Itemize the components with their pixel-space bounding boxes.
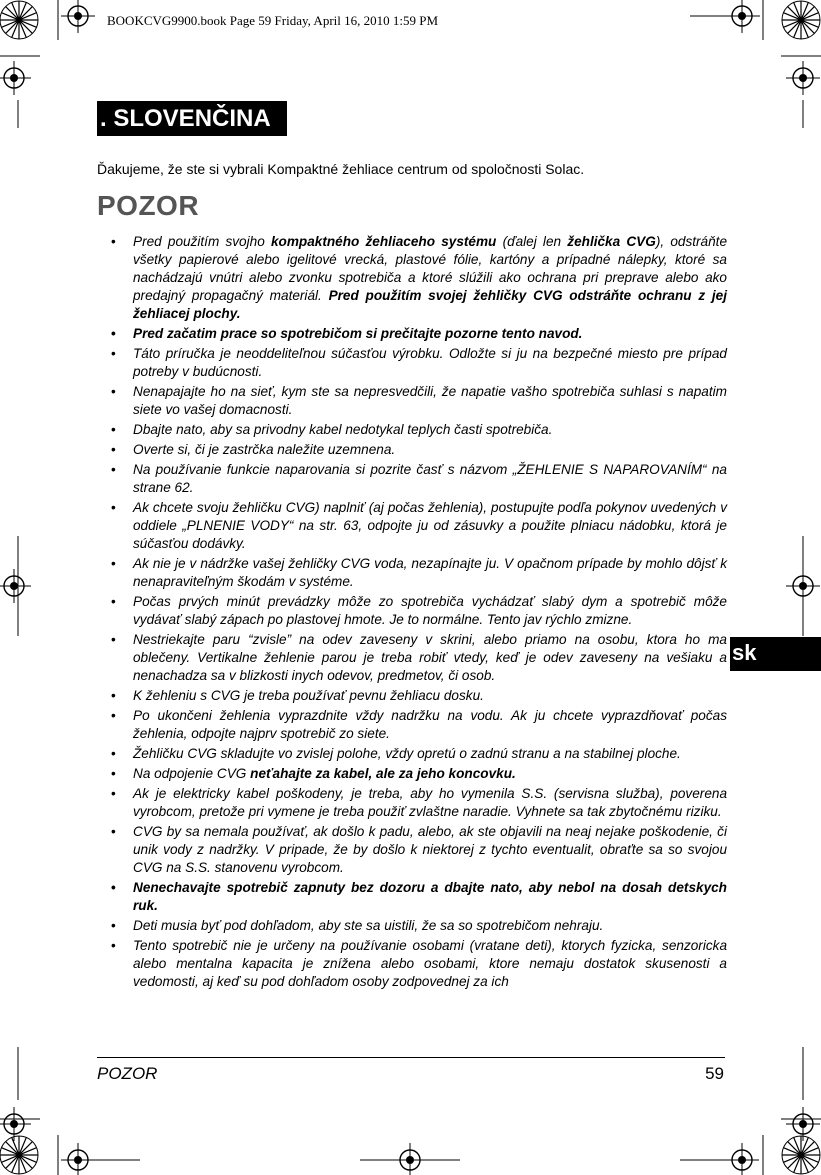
bullet-icon: • — [111, 462, 116, 477]
bullet-icon: • — [111, 346, 116, 361]
registration-mark — [782, 1, 820, 39]
list-item — [97, 937, 727, 991]
bullet-icon: • — [111, 824, 116, 839]
bullet-icon: • — [111, 556, 116, 571]
body-text: Na používanie funkcie naparovania si pozrite časť s názvom „ŽEHLENIE S NAPAROVANÍM“ na strane 62. — [133, 462, 727, 495]
list-item — [97, 631, 727, 685]
body-text: Ak nie je v nádržke vašej žehličky CVG voda, nezapínajte ju. V opačnom prípade by mohlo dôjsť k nenapraviteľným škodám v systéme. — [133, 556, 727, 589]
bullet-icon: • — [111, 234, 116, 249]
registration-target — [786, 61, 820, 95]
list-item — [97, 823, 727, 877]
bullet-icon: • — [111, 442, 116, 457]
list-item — [97, 345, 727, 381]
list-item — [97, 499, 727, 553]
registration-mark — [0, 1, 38, 39]
emphasis-text: žehlička CVG — [567, 234, 656, 249]
body-text: Dbajte nato, aby sa privodny kabel nedotykal teplych časti spotrebiča. — [133, 422, 553, 437]
bullet-icon: • — [111, 786, 116, 801]
bullet-icon: • — [111, 594, 116, 609]
bullet-icon: • — [111, 766, 116, 781]
body-text: Deti musia byť pod dohľadom, aby ste sa uistili, že sa so spotrebičom nehraju. — [133, 918, 604, 933]
list-item — [97, 765, 727, 783]
registration-target — [725, 1143, 759, 1175]
body-text: Tento spotrebič nie je určeny na používanie osobami (vratane deti), ktorych fyzicka, senzoricka alebo mentalna kapacita je znížena alebo osobami, ktore nemaju dostatok skusenosti a vedomosti, aj keď su pod dohľadom osoby zodpovednej za ich — [133, 938, 727, 989]
list-item — [97, 785, 727, 821]
registration-target — [393, 1143, 427, 1175]
emphasis-text: neťahajte za kabel, ale za jeho koncovku. — [250, 766, 516, 781]
bullet-icon: • — [111, 384, 116, 399]
warning-list — [97, 233, 727, 993]
registration-mark — [0, 1136, 38, 1174]
emphasis-text: Pred použitím svojej žehličky CVG odstráňte ochranu z jej žehliacej plochy. — [133, 288, 727, 321]
list-item — [97, 917, 727, 935]
page-heading: POZOR — [97, 190, 200, 221]
body-text: CVG by sa nemala používať, ak došlo k padu, alebo, ak ste objavili na neaj nejake poškodenie, či unik vody z nadržky. V pripade, že by došlo k niektorej z tychto eventualit, obraťte sa so svojou CVG na S.S. stanovenu vyrobcom. — [133, 824, 727, 875]
page-number: 59 — [705, 1064, 724, 1083]
bullet-icon: • — [111, 746, 116, 761]
body-text: ), odstráňte všetky papierové alebo igelitové vrecká, plastové fólie, kartóny a prípadné nálepky, ktoré sa nachádzajú vnútri alebo zvonku spotrebiča a ktoré slúžili ako ochrana pri preprave alebo ako predajný propagačný materiál. — [133, 234, 727, 303]
registration-target — [786, 569, 820, 603]
print-header: BOOKCVG9900.book Page 59 Friday, April 16, 2010 1:59 PM — [107, 13, 439, 28]
body-text: Overte si, či je zastrčka naležite uzemnena. — [133, 442, 396, 457]
bullet-icon: • — [111, 500, 116, 515]
list-item — [97, 441, 727, 459]
body-text: Žehličku CVG skladujte vo zvislej polohe, vždy opretú o zadnú stranu a na stabilnej ploche. — [133, 746, 681, 761]
body-text: Po ukončeni žehlenia vyprazdnite vždy nadržku na vodu. Ak ju chcete vyprazdňovať počas žehlenia, odpojte najprv spotrebič zo siete. — [133, 708, 727, 741]
registration-target — [0, 569, 31, 603]
list-item — [97, 593, 727, 629]
list-item — [97, 879, 727, 915]
bullet-icon: • — [111, 632, 116, 647]
registration-target — [0, 61, 31, 95]
bullet-icon: • — [111, 708, 116, 723]
bullet-icon: • — [111, 326, 116, 341]
bullet-icon: • — [111, 880, 116, 895]
list-item — [97, 461, 727, 497]
list-item — [97, 555, 727, 591]
registration-target — [725, 0, 759, 33]
list-item — [97, 383, 727, 419]
body-text: Na odpojenie CVG — [133, 766, 251, 781]
registration-target — [61, 0, 95, 33]
bullet-icon: • — [111, 918, 116, 933]
body-text: Táto príručka je neoddeliteľnou súčasťou výrobku. Odložte si ju na bezpečné miesto pre prípad potreby v budúcnosti. — [133, 346, 727, 379]
registration-target — [0, 1107, 31, 1141]
registration-target — [786, 1107, 820, 1141]
footer-section-title: POZOR — [97, 1064, 158, 1083]
body-text: (ďalej len — [496, 234, 568, 249]
list-item — [97, 421, 727, 439]
bullet-icon: • — [111, 688, 116, 703]
bullet-icon: • — [111, 938, 116, 953]
list-item — [97, 233, 727, 323]
body-text: Pred začatim prace so spotrebičom si prečitajte pozorne tento navod. — [133, 326, 583, 341]
intro-text: Ďakujeme, že ste si vybrali Kompaktné žehliace centrum od spoločnosti Solac. — [97, 161, 585, 177]
language-tab: sk — [730, 637, 821, 671]
body-text: Ak chcete svoju žehličku CVG) naplniť (aj počas žehlenia), postupujte podľa pokynov uvedených v oddiele „PLNENIE VODY“ na str. 63, odpojte ju od zásuvky a použite plniacu nádobku, ktorá je súčasťou dodávky. — [133, 500, 727, 551]
section-label: . SLOVENČINA — [97, 101, 287, 136]
body-text: Nenapajajte ho na sieť, kym ste sa nepresvedčili, že napatie vašho spotrebiča suhlasi s napatim siete vo vašej domacnosti. — [133, 384, 727, 417]
list-item — [97, 325, 727, 343]
registration-mark — [782, 1136, 820, 1174]
body-text: Nenechavajte spotrebič zapnuty bez dozoru a dbajte nato, aby nebol na dosah detskych ruk. — [133, 880, 727, 913]
footer-divider — [97, 1057, 725, 1058]
list-item — [97, 687, 727, 705]
emphasis-text: kompaktného žehliaceho systému — [270, 234, 497, 249]
body-text: Pred použitím svojho — [133, 234, 271, 249]
registration-target — [61, 1143, 95, 1175]
bullet-icon: • — [111, 422, 116, 437]
body-text: Nestriekajte paru “zvisle” na odev zaveseny v skrini, alebo priamo na osobu, ktora ho ma oblečeny. Vertikalne žehlenie parou je treba robiť vtedy, keď je odev zaveseny na vešiaku a nenachadza sa v blizkosti inych odevov, predmetov, či osob. — [133, 632, 727, 683]
body-text: K žehleniu s CVG je treba používať pevnu žehliacu dosku. — [133, 688, 484, 703]
body-text: Ak je elektricky kabel poškodeny, je treba, aby ho vymenila S.S. (servisna služba), poverena vyrobcom, pretože pri vymene je treba použiť zvlaštne naradie. Vyhnete sa tak zbytočnému riziku. — [133, 786, 727, 819]
list-item — [97, 707, 727, 743]
list-item — [97, 745, 727, 763]
body-text: Počas prvých minút prevádzky môže zo spotrebiča vychádzať slabý dym a spotrebič môže vydávať slabý zápach po plastovej hmote. Je to normálne. Tento jav rýchlo zmizne. — [133, 594, 727, 627]
